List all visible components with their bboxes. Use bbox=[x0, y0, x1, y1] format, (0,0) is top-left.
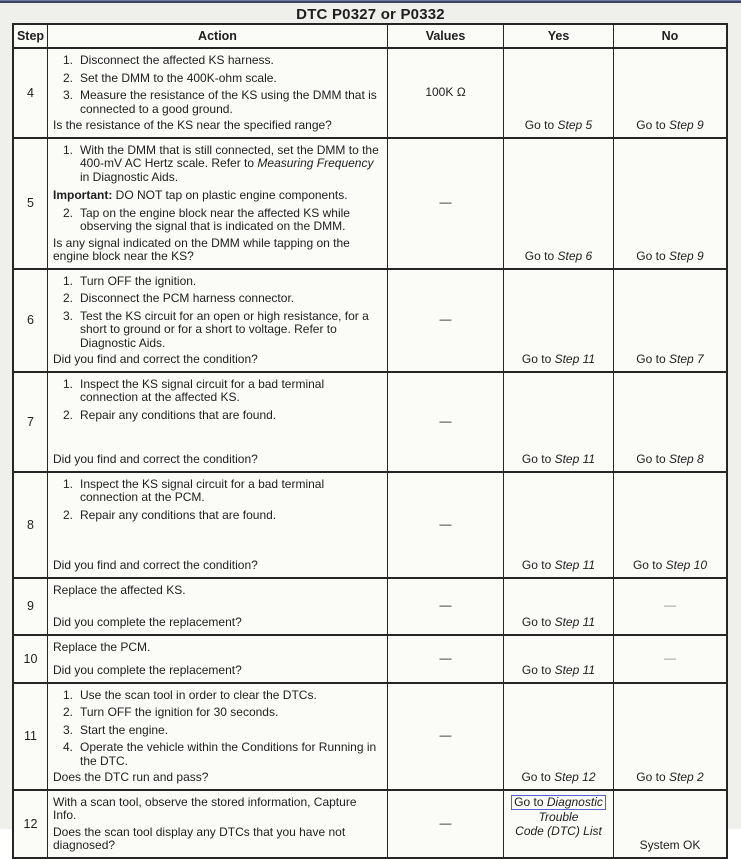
action-item bbox=[53, 292, 381, 306]
cell-line bbox=[640, 839, 701, 853]
action-cell bbox=[48, 636, 388, 682]
cell-line bbox=[440, 652, 452, 666]
item-text bbox=[80, 409, 381, 423]
item-text bbox=[80, 509, 381, 523]
table-row bbox=[14, 373, 726, 473]
text-segment: Inspect the KS signal circuit for a bad terminal connection at the PCM. bbox=[80, 476, 325, 504]
item-number: 1. bbox=[63, 476, 74, 491]
text-segment: — bbox=[439, 650, 452, 665]
item-number: 2. bbox=[63, 407, 74, 422]
item-number: 2. bbox=[63, 70, 74, 85]
action-question: Did you find and correct the condition? bbox=[53, 558, 258, 572]
no-cell bbox=[614, 473, 726, 577]
table-row bbox=[14, 473, 726, 579]
action-note bbox=[53, 189, 381, 203]
action-cell bbox=[48, 473, 388, 577]
no-cell bbox=[614, 579, 726, 634]
text-segment: Step 8 bbox=[668, 452, 704, 466]
item-number: 3. bbox=[63, 88, 74, 102]
action-item bbox=[53, 144, 381, 185]
text-segment: DO NOT tap on plastic engine components. bbox=[112, 188, 348, 202]
text-segment: Turn OFF the ignition for 30 seconds. bbox=[80, 705, 279, 719]
text-segment: System OK bbox=[639, 838, 701, 852]
step-number: 10 bbox=[14, 636, 48, 682]
cell-line bbox=[636, 353, 703, 367]
cell-line bbox=[664, 652, 676, 666]
cell-line bbox=[636, 119, 703, 133]
text-segment: With a scan tool, observe the stored information, Capture Info. bbox=[53, 794, 357, 822]
action-cell bbox=[48, 579, 388, 634]
text-segment: Step 5 bbox=[557, 118, 593, 132]
action-para bbox=[53, 584, 381, 598]
no-cell bbox=[614, 684, 726, 789]
item-text bbox=[80, 72, 381, 86]
item-text bbox=[80, 144, 381, 185]
values-cell bbox=[388, 270, 504, 371]
action-item bbox=[53, 54, 381, 68]
text-segment: Disconnect the PCM harness connector. bbox=[80, 291, 295, 305]
text-segment: Inspect the KS signal circuit for a bad terminal connection at the affected KS. bbox=[80, 376, 325, 404]
action-question: Does the scan tool display any DTCs that you have not diagnosed? bbox=[53, 824, 346, 852]
text-segment: Step 9 bbox=[668, 118, 704, 132]
action-item bbox=[53, 741, 381, 768]
top-accent-bar bbox=[0, 0, 741, 3]
item-number: 1. bbox=[63, 687, 74, 702]
text-segment: Step 9 bbox=[668, 249, 704, 263]
action-cell bbox=[48, 791, 388, 857]
no-cell bbox=[614, 49, 726, 137]
action-item bbox=[53, 409, 381, 423]
no-cell bbox=[614, 270, 726, 371]
text-segment: Step 10 bbox=[665, 558, 708, 572]
values-cell bbox=[388, 791, 504, 857]
yes-cell bbox=[504, 49, 614, 137]
text-segment: Go to bbox=[524, 249, 558, 263]
text-segment: Step 11 bbox=[554, 452, 596, 466]
item-number: 3. bbox=[63, 308, 74, 323]
action-para bbox=[53, 796, 381, 823]
step-number: 7 bbox=[14, 373, 48, 471]
step-number: 8 bbox=[14, 473, 48, 577]
table-row bbox=[14, 270, 726, 373]
text-segment: With the DMM that is still connected, set the DMM to the 400-mV AC Hertz scale. Refer to bbox=[80, 142, 379, 170]
cell-line bbox=[440, 196, 452, 210]
table-row bbox=[14, 49, 726, 139]
text-segment: — bbox=[439, 413, 452, 428]
text-segment: Important: bbox=[53, 188, 113, 202]
text-segment: Go to bbox=[521, 663, 555, 677]
text-segment: — bbox=[664, 650, 676, 665]
text-segment: Replace the PCM. bbox=[53, 639, 151, 654]
text-segment: — bbox=[439, 312, 452, 327]
values-cell bbox=[388, 139, 504, 268]
action-item bbox=[53, 706, 381, 720]
action-cell bbox=[48, 139, 388, 268]
column-header-yes: Yes bbox=[504, 25, 614, 47]
yes-cell bbox=[504, 791, 614, 857]
action-question: Did you find and correct the condition? bbox=[53, 352, 258, 366]
text-segment: Test the KS circuit for an open or high resistance, for a short to ground or for a short to voltage. Refer to Diagnostic Aids. bbox=[80, 308, 369, 350]
cell-line bbox=[522, 353, 595, 367]
cell-line bbox=[636, 250, 703, 264]
action-item bbox=[53, 207, 381, 234]
text-segment: Use the scan tool in order to clear the DTCs. bbox=[80, 687, 317, 702]
text-segment: Step 11 bbox=[554, 663, 596, 677]
action-item bbox=[53, 478, 381, 505]
text-segment: — bbox=[439, 598, 452, 613]
text-segment: Go to bbox=[636, 452, 669, 466]
table-row bbox=[14, 636, 726, 684]
action-question: Is the resistance of the KS near the specified range? bbox=[53, 118, 332, 132]
text-segment: — bbox=[439, 728, 452, 743]
column-header-values: Values bbox=[388, 25, 504, 47]
text-segment: Go to bbox=[636, 118, 669, 132]
text-segment: — bbox=[439, 815, 452, 830]
item-text bbox=[80, 724, 381, 738]
column-header-action: Action bbox=[48, 25, 388, 47]
cell-line bbox=[440, 518, 452, 532]
text-segment: Measuring Frequency bbox=[257, 156, 374, 170]
action-item bbox=[53, 724, 381, 738]
values-cell bbox=[388, 473, 504, 577]
text-segment: Go to bbox=[521, 452, 555, 466]
text-segment: Replace the affected KS. bbox=[53, 582, 186, 597]
cell-line bbox=[440, 415, 452, 429]
column-header-no: No bbox=[661, 29, 679, 43]
text-segment: Go to bbox=[632, 558, 666, 572]
action-item bbox=[53, 275, 381, 289]
no-cell bbox=[614, 791, 726, 857]
text-segment: — bbox=[439, 516, 452, 531]
text-segment: Step 12 bbox=[554, 770, 596, 784]
text-segment: Step 11 bbox=[554, 558, 596, 572]
text-segment: Step 2 bbox=[668, 770, 704, 784]
values-cell bbox=[388, 49, 504, 137]
yes-cell bbox=[504, 139, 614, 268]
cell-line bbox=[525, 250, 592, 264]
text-segment: Code (DTC) List bbox=[515, 823, 602, 838]
action-cell bbox=[48, 49, 388, 137]
action-item bbox=[53, 310, 381, 351]
item-text bbox=[80, 207, 381, 234]
item-number: 2. bbox=[63, 205, 74, 220]
text-segment: Go to bbox=[524, 118, 558, 132]
text-segment: Step 6 bbox=[557, 249, 593, 263]
text-segment: 100K Ω bbox=[425, 85, 466, 99]
values-cell bbox=[388, 373, 504, 471]
step-number: 12 bbox=[14, 791, 48, 857]
item-number: 4. bbox=[63, 740, 74, 754]
table-row bbox=[14, 579, 726, 636]
yes-cell bbox=[504, 270, 614, 371]
action-cell bbox=[48, 270, 388, 371]
dtc-table bbox=[12, 23, 728, 859]
step-number: 11 bbox=[14, 684, 48, 789]
text-segment: Go to bbox=[514, 794, 547, 809]
action-question: Did you complete the replacement? bbox=[53, 663, 242, 677]
column-header-step: Step bbox=[14, 25, 48, 47]
cell-line bbox=[636, 453, 703, 467]
cell-line bbox=[633, 559, 707, 573]
item-number: 1. bbox=[63, 53, 74, 67]
cell-line bbox=[521, 771, 595, 785]
step-number: 6 bbox=[14, 270, 48, 371]
text-segment: Go to bbox=[521, 615, 555, 629]
item-text bbox=[80, 310, 381, 351]
action-item bbox=[53, 509, 381, 523]
text-segment: Step 7 bbox=[668, 352, 704, 366]
text-segment: Repair any conditions that are found. bbox=[80, 407, 277, 422]
item-number: 1. bbox=[63, 142, 74, 157]
item-number: 1. bbox=[63, 376, 74, 391]
text-segment: Start the engine. bbox=[80, 722, 169, 737]
action-question: Did you find and correct the condition? bbox=[53, 452, 258, 466]
action-para bbox=[53, 641, 381, 655]
text-segment: Go to bbox=[636, 249, 669, 263]
yes-cell bbox=[504, 636, 614, 682]
table-row bbox=[14, 139, 726, 270]
table-row bbox=[14, 684, 726, 791]
action-cell bbox=[48, 684, 388, 789]
step-number: 5 bbox=[14, 139, 48, 268]
cell-line bbox=[522, 453, 595, 467]
text-segment: Go to bbox=[636, 352, 669, 366]
text-segment: Go to bbox=[521, 352, 555, 366]
item-number: 1. bbox=[63, 273, 74, 288]
cell-line bbox=[522, 664, 595, 678]
item-text bbox=[80, 292, 381, 306]
item-text bbox=[80, 275, 381, 289]
cell-line bbox=[440, 817, 452, 831]
item-text bbox=[80, 89, 381, 116]
yes-cell bbox=[504, 373, 614, 471]
item-text bbox=[80, 706, 381, 720]
cell-line bbox=[440, 313, 452, 327]
cell-line bbox=[539, 811, 579, 825]
no-cell bbox=[614, 139, 726, 268]
table-row bbox=[14, 791, 726, 857]
text-segment: — bbox=[439, 195, 452, 210]
item-number: 2. bbox=[63, 507, 74, 522]
values-cell bbox=[388, 684, 504, 789]
item-text bbox=[80, 478, 381, 505]
cell-line bbox=[522, 616, 595, 630]
dtc-list-link[interactable] bbox=[511, 795, 606, 811]
item-number: 2. bbox=[63, 705, 74, 719]
page-title: DTC P0327 or P0332 bbox=[296, 6, 445, 23]
text-segment: in Diagnostic Aids. bbox=[80, 169, 179, 184]
cell-line bbox=[522, 559, 595, 573]
step-number: 4 bbox=[14, 49, 48, 137]
no-cell bbox=[614, 636, 726, 682]
table-body bbox=[14, 49, 726, 857]
action-question: Did you complete the replacement? bbox=[53, 615, 242, 629]
text-segment: Disconnect the affected KS harness. bbox=[80, 53, 274, 67]
text-segment: Tap on the engine block near the affected KS while observing the signal that is indicated on the DMM. bbox=[80, 205, 350, 233]
cell-line bbox=[664, 599, 676, 613]
text-segment: Repair any conditions that are found. bbox=[80, 507, 277, 522]
text-segment: Diagnostic bbox=[546, 794, 603, 809]
yes-cell bbox=[504, 473, 614, 577]
text-segment: Trouble bbox=[538, 810, 579, 824]
text-segment: Step 11 bbox=[554, 615, 596, 629]
item-text bbox=[80, 741, 381, 768]
cell-line bbox=[515, 825, 602, 839]
item-number: 2. bbox=[63, 291, 74, 305]
cell-line bbox=[440, 599, 452, 613]
text-segment: Operate the vehicle within the Conditions for Running in the DTC. bbox=[80, 740, 377, 768]
action-item bbox=[53, 378, 381, 405]
text-segment: Measure the resistance of the KS using the DMM that is connected to a good ground. bbox=[80, 88, 377, 116]
cell-line bbox=[440, 729, 452, 743]
text-segment: — bbox=[664, 598, 676, 613]
cell-line bbox=[525, 119, 592, 133]
text-segment: Go to bbox=[521, 770, 555, 784]
item-text bbox=[80, 54, 381, 68]
text-segment: Turn OFF the ignition. bbox=[80, 273, 197, 288]
step-number: 9 bbox=[14, 579, 48, 634]
action-question: Does the DTC run and pass? bbox=[53, 770, 209, 784]
item-text bbox=[80, 378, 381, 405]
action-question: Is any signal indicated on the DMM while tapping on the engine block near the KS? bbox=[53, 235, 350, 263]
text-segment: Set the DMM to the 400K-ohm scale. bbox=[80, 70, 277, 85]
action-cell bbox=[48, 373, 388, 471]
item-number: 3. bbox=[63, 722, 74, 737]
table-header-row bbox=[14, 25, 726, 49]
action-item bbox=[53, 689, 381, 703]
yes-cell bbox=[504, 579, 614, 634]
values-cell bbox=[388, 636, 504, 682]
item-text bbox=[80, 689, 381, 703]
text-segment: Step 11 bbox=[554, 352, 596, 366]
action-item bbox=[53, 89, 381, 116]
values-cell bbox=[388, 579, 504, 634]
no-cell bbox=[614, 373, 726, 471]
cell-line bbox=[425, 86, 465, 100]
action-item bbox=[53, 72, 381, 86]
yes-cell bbox=[504, 684, 614, 789]
text-segment: Go to bbox=[521, 558, 555, 572]
text-segment: Go to bbox=[636, 770, 669, 784]
cell-line bbox=[636, 771, 703, 785]
